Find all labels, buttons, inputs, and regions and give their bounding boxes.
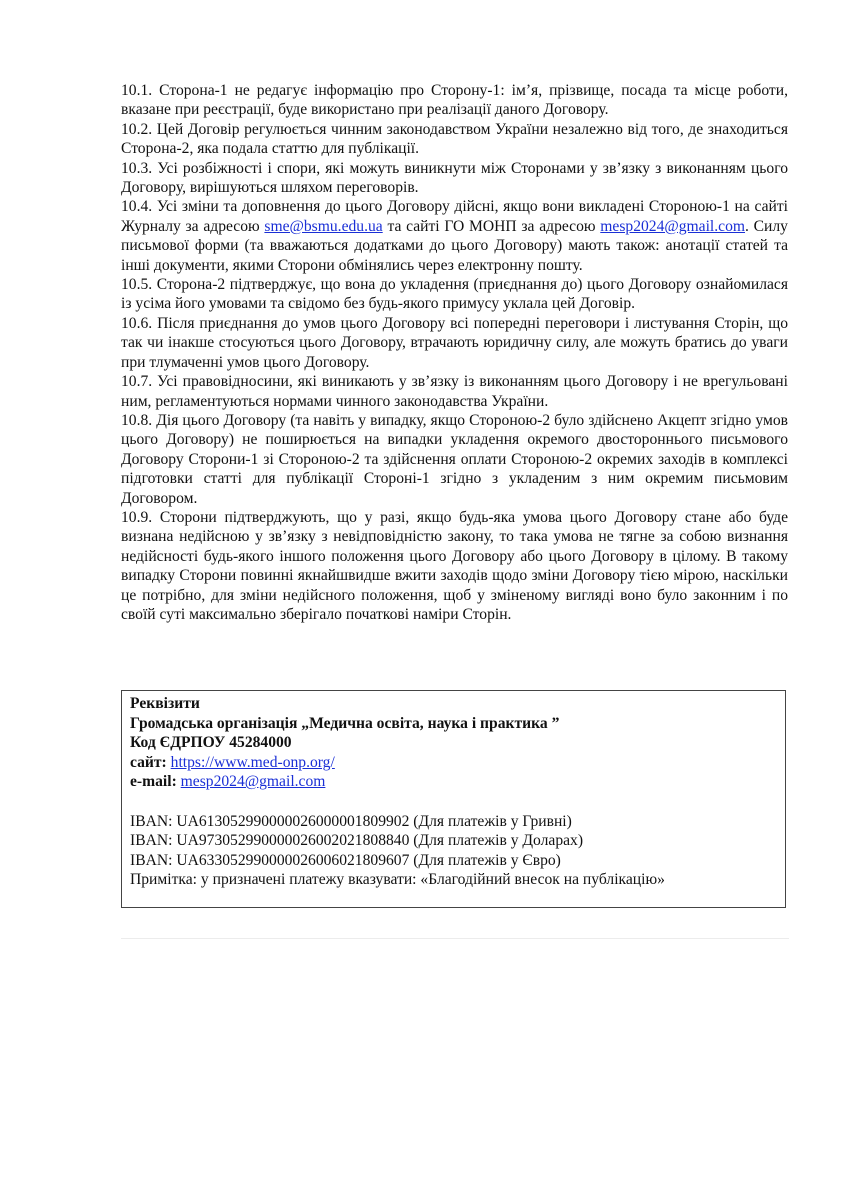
requisites-heading: Реквізити (130, 695, 200, 712)
clause-10-4-part2: та сайті ГО МОНП за адресою (382, 217, 601, 235)
payment-note: Примітка: у призначені платежу вказувати: «Благодійний внесок на публікацію» (130, 871, 665, 889)
horizontal-divider (121, 938, 789, 939)
iban-eur: IBAN: UA633052990000026006021809607 (Для платежів у Євро) (130, 851, 561, 869)
iban-usd: IBAN: UA973052990000026002021808840 (Для платежів у Доларах) (130, 832, 584, 850)
email-link[interactable]: mesp2024@gmail.com (180, 773, 326, 791)
clause-10-3: 10.3. Усі розбіжності і спори, які можуть виникнути між Сторонами у зв’язку з виконанням цього Договору, вирішуються шляхом переговорів. (121, 159, 788, 197)
clause-10-4-part1: 10.4. Усі зміни та доповнення до цього Договору дійсні, якщо вони викладені Стороною-1 на сайті Журналу за адресою (121, 198, 788, 235)
clause-10-6: 10.6. Після приєднання до умов цього Договору всі попередні переговори і листування Сторін, що так чи інакше стосуються цього Договору, втрачають юридичну силу, але можуть братись до уваги при тлумаченні умов цього Договору. (121, 314, 788, 371)
clause-10-1: 10.1. Сторона-1 не редагує інформацію про Сторону-1: ім’я, прізвище, посада та місце роботи, вказане при реєстрації, буде використано при реалізації даного Договору. (121, 82, 788, 119)
email-row (130, 772, 777, 792)
contract-clauses (121, 81, 788, 624)
clause-10-7: 10.7. Усі правовідносини, які виникають у зв’язку із виконанням цього Договору і не врегульовані ним, регламентуються нормами чинного законодавства України. (121, 373, 788, 410)
site-link[interactable]: https://www.med-onp.org/ (170, 753, 335, 771)
org-email-link[interactable]: mesp2024@gmail.com (600, 217, 746, 235)
clause-10-8: 10.8. Дія цього Договору (та навіть у випадку, якщо Стороною-2 було здійснено Акцепт згідно умов цього Договору) не поширюється на випадки укладення окремого двостороннього письмового Договору Сторони-1 зі Стороною-2 та здійснення оплати Стороною-2 окремих заходів в комплексі підготовки статті для публікації Стороні-1 згідно з укладеним з ним окремим письмовим Договором. (121, 411, 788, 507)
site-row (130, 753, 777, 773)
clause-10-9: 10.9. Сторони підтверджують, що у разі, якщо будь-яка умова цього Договору стане або буде визнана недійсною у зв’язку з невідповідністю закону, то така умова не тягне за собою визнання недійсності будь-якого іншого положення цього Договору або цього Договору в цілому. В такому випадку Сторони повинні якнайшвидше вжити заходів щодо зміни Договору тією мірою, наскільки це потрібно, для зміни недійсного положення, щоб у зміненому вигляді воно було законним і по своїй суті максимально зберігало початкові наміри Сторін. (121, 508, 788, 623)
spacer (130, 792, 777, 812)
site-label: сайт: (130, 753, 167, 771)
email-label: e-mail: (130, 773, 177, 791)
clause-10-5: 10.5. Сторона-2 підтверджує, що вона до укладення (приєднання до) цього Договору ознайомилася із усіма його умовами та свідомо без будь-якого примусу уклала цей Договір. (121, 276, 788, 313)
clause-10-4-part3: . Силу письмової форми (та вважаються додатками до цього Договору) мають також: анотації статей та інші документи, якими Сторони обмінялись через електронну пошту. (121, 217, 788, 274)
iban-uah: IBAN: UA613052990000026000001809902 (Для платежів у Гривні) (130, 812, 572, 830)
edrpou-code: Код ЄДРПОУ 45284000 (130, 734, 292, 752)
clause-10-4 (121, 197, 788, 275)
requisites-box (121, 690, 786, 908)
organization-name: Громадська організація „Медична освіта, наука і практика ” (130, 714, 560, 732)
journal-email-link[interactable]: sme@bsmu.edu.ua (264, 217, 383, 235)
clause-10-2: 10.2. Цей Договір регулюється чинним законодавством України незалежно від того, де знаходиться Сторона-2, яка подала статтю для публікації. (121, 120, 788, 158)
